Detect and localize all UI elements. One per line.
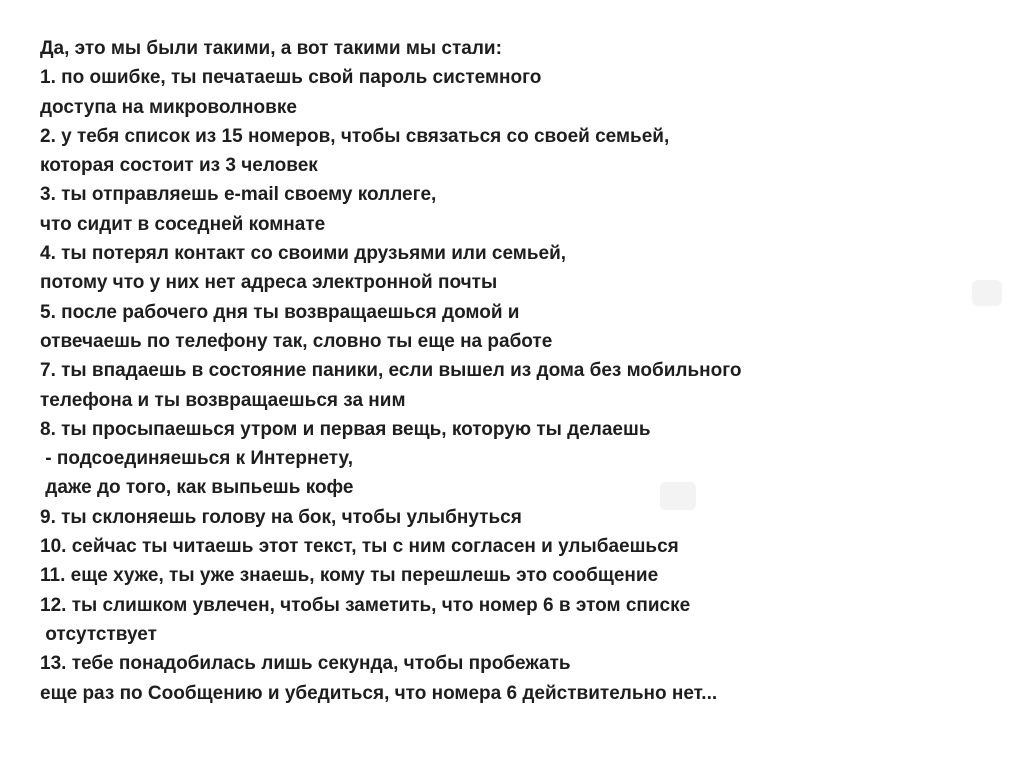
item-7-line-2: телефона и ты возвращаешься за ним xyxy=(40,389,406,411)
item-12-line-2: отсутствует xyxy=(40,623,157,645)
item-12-line-1: 12. ты слишком увлечен, чтобы заметить, что номер 6 в этом списке xyxy=(40,594,691,616)
item-5-line-1: 5. после рабочего дня ты возвращаешься домой и xyxy=(40,301,520,323)
item-8-line-2: - подсоединяешься к Интернету, xyxy=(40,448,353,470)
text-block xyxy=(40,34,1000,708)
item-2-line-1: 2. у тебя список из 15 номеров, чтобы связаться со своей семьей, xyxy=(40,125,670,147)
item-8-line-3: даже до того, как выпьешь кофе xyxy=(40,477,354,499)
item-13-line-2: еще раз по Сообщению и убедиться, что номера 6 действительно нет... xyxy=(40,682,718,704)
item-13-line-1: 13. тебе понадобилась лишь секунда, чтобы пробежать xyxy=(40,653,571,675)
item-2-line-2: которая состоит из 3 человек xyxy=(40,155,318,177)
item-1-line-2: доступа на микроволновке xyxy=(40,96,297,118)
item-1-line-1: 1. по ошибке, ты печатаешь свой пароль системного xyxy=(40,67,542,89)
item-3-line-1: 3. ты отправляешь e-mail своему коллеге, xyxy=(40,184,437,206)
item-4-line-2: потому что у них нет адреса электронной почты xyxy=(40,272,498,294)
item-8-line-1: 8. ты просыпаешься утром и первая вещь, которую ты делаешь xyxy=(40,418,651,440)
item-9-line-1: 9. ты склоняешь голову на бок, чтобы улыбнуться xyxy=(40,506,522,528)
item-5-line-2: отвечаешь по телефону так, словно ты еще на работе xyxy=(40,330,553,352)
item-10-line-1: 10. сейчас ты читаешь этот текст, ты с ним согласен и улыбаешься xyxy=(40,536,679,558)
item-4-line-1: 4. ты потерял контакт со своими друзьями или семьей, xyxy=(40,243,567,265)
item-3-line-2: что сидит в соседней комнате xyxy=(40,213,326,235)
intro-line: Да, это мы были такими, а вот такими мы стали: xyxy=(40,38,502,59)
item-11-line-1: 11. еще хуже, ты уже знаешь, кому ты перешлешь это сообщение xyxy=(40,565,659,587)
item-7-line-1: 7. ты впадаешь в состояние паники, если вышел из дома без мобильного xyxy=(40,360,742,382)
